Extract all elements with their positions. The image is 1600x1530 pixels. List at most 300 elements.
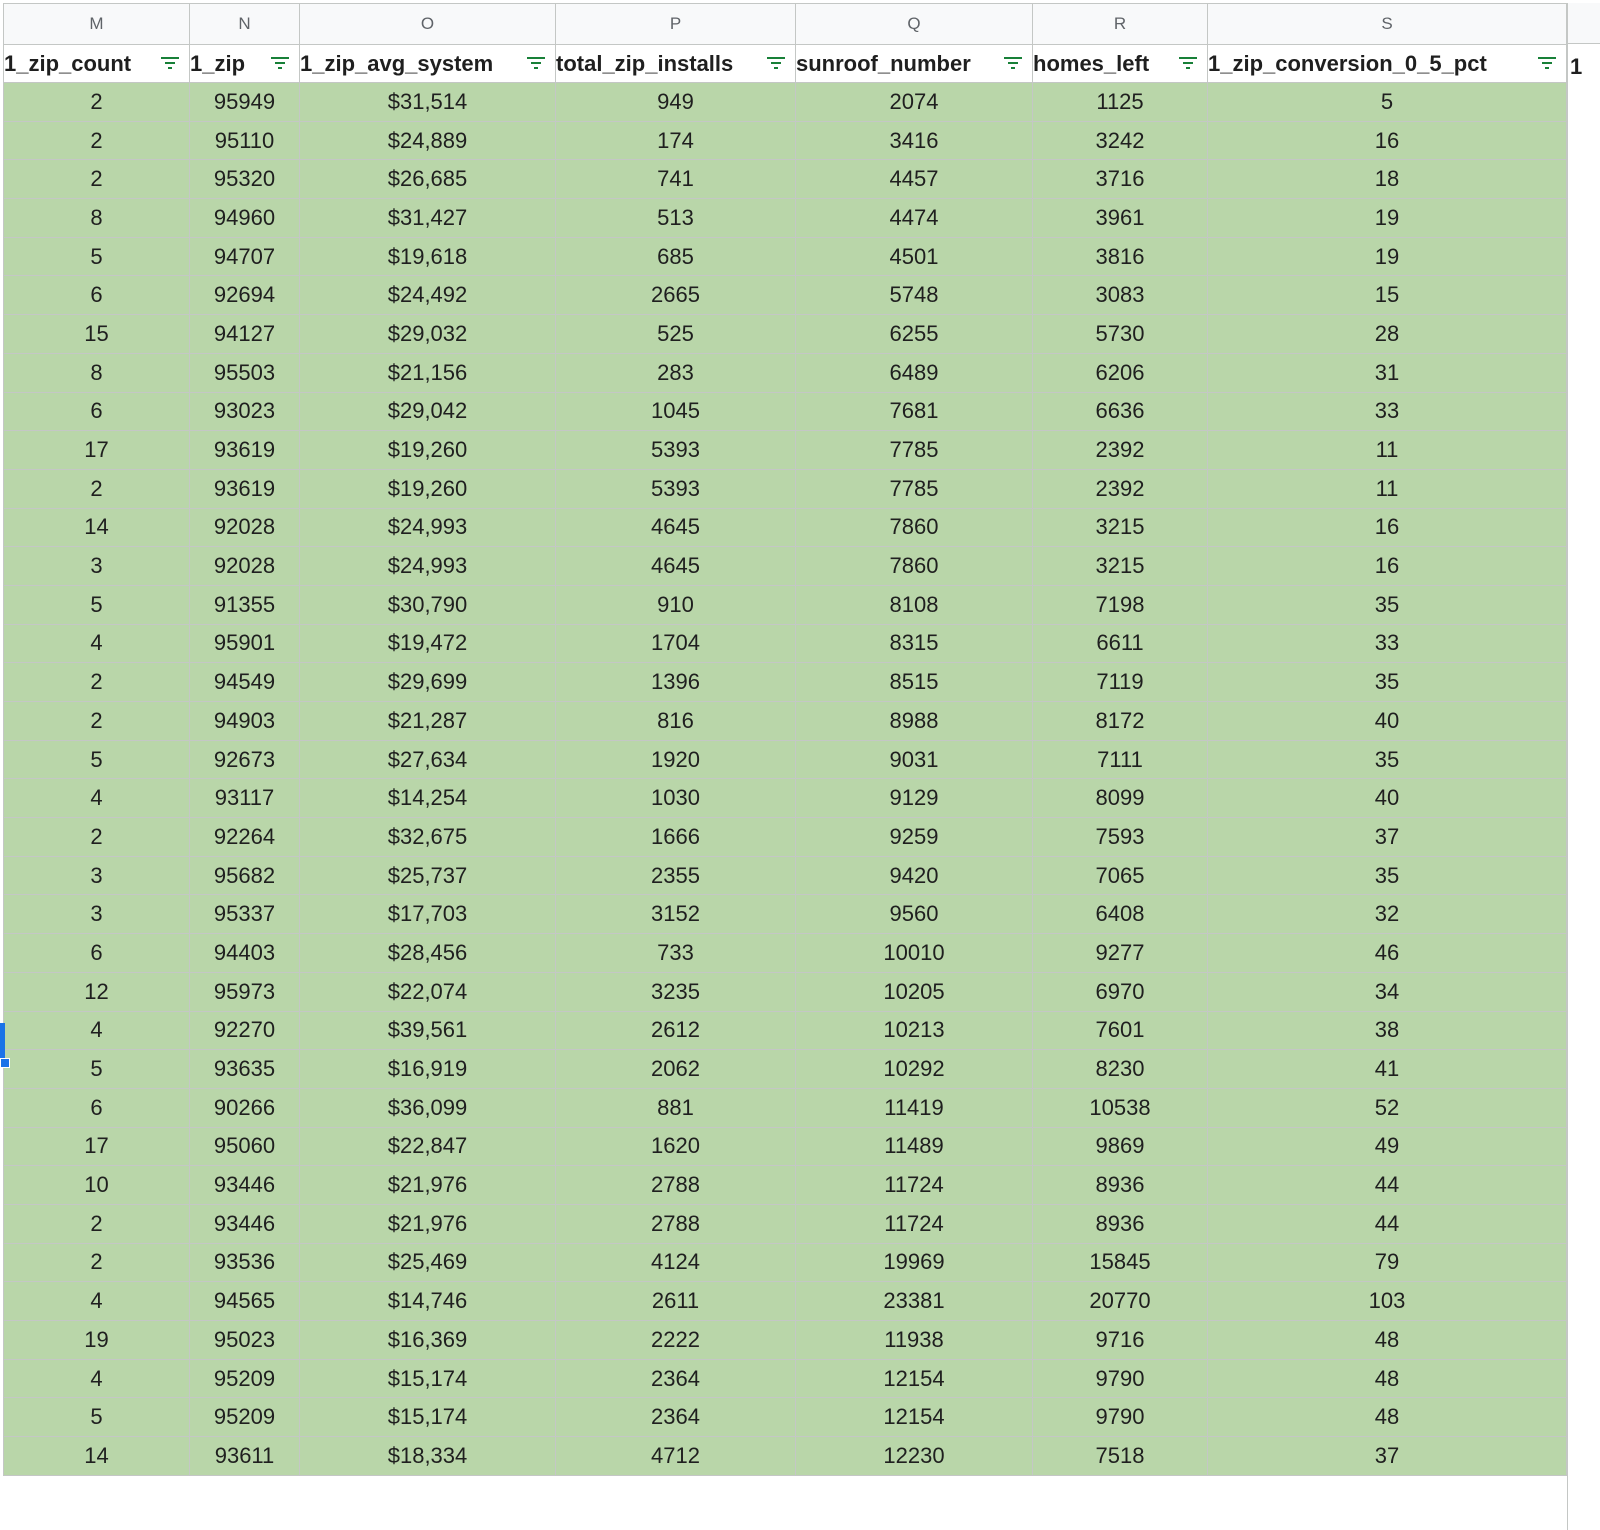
table-row [4,508,1567,547]
table-cell[interactable]: 10538 [1033,1088,1208,1127]
table-cell[interactable]: 8315 [796,624,1033,663]
table-cell[interactable]: 6 [4,392,190,431]
table-cell[interactable]: 525 [556,315,796,354]
table-cell[interactable]: 35 [1208,585,1567,624]
table-cell[interactable]: 20770 [1033,1282,1208,1321]
table-cell[interactable]: $21,976 [300,1204,556,1243]
table-row [4,624,1567,663]
table-cell[interactable]: 8108 [796,585,1033,624]
table-cell[interactable]: 8 [4,353,190,392]
table-cell[interactable]: $16,919 [300,1050,556,1089]
table-cell[interactable]: 6970 [1033,972,1208,1011]
table-cell[interactable]: 4 [4,779,190,818]
table-cell[interactable]: 3242 [1033,121,1208,160]
table-row [4,392,1567,431]
table-cell[interactable]: 5 [4,1050,190,1089]
table-cell[interactable]: $29,042 [300,392,556,431]
column-letter-Q[interactable]: Q [796,4,1033,45]
table-cell[interactable]: $15,174 [300,1398,556,1437]
table-cell[interactable]: 4501 [796,237,1033,276]
table-cell[interactable]: 7681 [796,392,1033,431]
table-cell[interactable]: 685 [556,237,796,276]
table-cell[interactable]: 14 [4,1437,190,1476]
table-cell[interactable]: 9716 [1033,1321,1208,1360]
table-cell[interactable]: 92270 [190,1011,300,1050]
table-cell[interactable]: 2392 [1033,469,1208,508]
table-row [4,199,1567,238]
table-cell[interactable]: 11 [1208,469,1567,508]
table-cell[interactable]: 10213 [796,1011,1033,1050]
filter-icon[interactable] [525,54,547,72]
table-cell[interactable]: 15845 [1033,1243,1208,1282]
table-cell[interactable]: 8230 [1033,1050,1208,1089]
table-cell[interactable]: 1045 [556,392,796,431]
table-cell[interactable]: 10 [4,1166,190,1205]
table-row [4,160,1567,199]
table-cell[interactable]: $39,561 [300,1011,556,1050]
table-cell[interactable]: 741 [556,160,796,199]
table-cell[interactable]: $19,260 [300,469,556,508]
table-cell[interactable]: 8099 [1033,779,1208,818]
table-cell[interactable]: 44 [1208,1166,1567,1205]
table-row [4,237,1567,276]
table-row [4,315,1567,354]
table-cell[interactable]: 92264 [190,818,300,857]
filter-icon[interactable] [1177,54,1199,72]
table-cell[interactable]: 7785 [796,469,1033,508]
spreadsheet-grid [3,3,1567,1476]
table-cell[interactable]: 92028 [190,508,300,547]
table-cell[interactable]: $14,746 [300,1282,556,1321]
table-cell[interactable]: 93619 [190,431,300,470]
table-cell[interactable]: $18,334 [300,1437,556,1476]
table-cell[interactable]: 3416 [796,121,1033,160]
column-header-label: 1_zip_count [4,50,132,76]
table-cell[interactable]: 513 [556,199,796,238]
table-cell[interactable]: 6636 [1033,392,1208,431]
table-cell[interactable]: 34 [1208,972,1567,1011]
table-cell[interactable]: $24,889 [300,121,556,160]
table-cell[interactable]: 11419 [796,1088,1033,1127]
column-header[interactable] [1033,45,1208,83]
table-cell[interactable]: $19,618 [300,237,556,276]
data-rows [4,83,1567,1476]
table-cell[interactable]: 8515 [796,663,1033,702]
table-cell[interactable]: 95949 [190,83,300,122]
table-cell[interactable]: 48 [1208,1398,1567,1437]
table-cell[interactable]: $21,287 [300,702,556,741]
table-cell[interactable]: 6 [4,276,190,315]
table-cell[interactable]: 35 [1208,740,1567,779]
table-cell[interactable]: 19 [4,1321,190,1360]
table-cell[interactable]: 3215 [1033,508,1208,547]
table-cell[interactable]: 4474 [796,199,1033,238]
table-row [4,1204,1567,1243]
table-cell[interactable]: 31 [1208,353,1567,392]
table-cell[interactable]: 1920 [556,740,796,779]
table-cell[interactable]: 93446 [190,1166,300,1205]
table-cell[interactable]: 94565 [190,1282,300,1321]
table-cell[interactable]: 9259 [796,818,1033,857]
table-cell[interactable]: $30,790 [300,585,556,624]
table-cell[interactable]: 94549 [190,663,300,702]
filter-icon[interactable] [1536,54,1558,72]
table-cell[interactable]: 38 [1208,1011,1567,1050]
table-cell[interactable]: $22,074 [300,972,556,1011]
table-cell[interactable]: 5 [4,1398,190,1437]
table-cell[interactable]: 11 [1208,431,1567,470]
table-cell[interactable]: 16 [1208,547,1567,586]
table-cell[interactable]: 1396 [556,663,796,702]
table-cell[interactable]: 37 [1208,1437,1567,1476]
table-cell[interactable]: 94903 [190,702,300,741]
table-cell[interactable]: $16,369 [300,1321,556,1360]
table-cell[interactable]: 95682 [190,856,300,895]
table-cell[interactable]: 94127 [190,315,300,354]
table-cell[interactable]: 3083 [1033,276,1208,315]
table-cell[interactable]: $21,156 [300,353,556,392]
table-cell[interactable]: 4712 [556,1437,796,1476]
table-cell[interactable]: $36,099 [300,1088,556,1127]
table-cell[interactable]: 2 [4,818,190,857]
table-cell[interactable]: 16 [1208,508,1567,547]
table-row [4,818,1567,857]
table-cell[interactable]: 3 [4,856,190,895]
table-cell[interactable]: $21,976 [300,1166,556,1205]
column-letter-N[interactable]: N [190,4,300,45]
table-cell[interactable]: 95337 [190,895,300,934]
table-cell[interactable]: 40 [1208,779,1567,818]
table-cell[interactable]: 12154 [796,1359,1033,1398]
table-row [4,547,1567,586]
table-cell[interactable]: 5393 [556,469,796,508]
table-cell[interactable]: 5 [4,237,190,276]
table-cell[interactable]: 1620 [556,1127,796,1166]
table-cell[interactable]: $14,254 [300,779,556,818]
column-header[interactable] [1208,45,1567,83]
table-cell[interactable]: 92028 [190,547,300,586]
table-cell[interactable]: 14 [4,508,190,547]
table-cell[interactable]: 2 [4,702,190,741]
table-row [4,276,1567,315]
table-cell[interactable]: 4 [4,1359,190,1398]
table-cell[interactable]: 7601 [1033,1011,1208,1050]
table-cell[interactable]: 3 [4,547,190,586]
table-cell[interactable]: $28,456 [300,934,556,973]
table-cell[interactable]: 33 [1208,624,1567,663]
table-cell[interactable]: 8172 [1033,702,1208,741]
table-cell[interactable]: 93619 [190,469,300,508]
table-cell[interactable]: 9790 [1033,1359,1208,1398]
table-cell[interactable]: 2611 [556,1282,796,1321]
table-cell[interactable]: 7785 [796,431,1033,470]
table-cell[interactable]: 6 [4,1088,190,1127]
selection-fill-handle[interactable] [0,1058,10,1068]
table-cell[interactable]: 7860 [796,508,1033,547]
table-cell[interactable]: 2788 [556,1204,796,1243]
table-cell[interactable]: 93536 [190,1243,300,1282]
table-row [4,1166,1567,1205]
table-cell[interactable]: 6489 [796,353,1033,392]
table-cell[interactable]: 2364 [556,1398,796,1437]
table-cell[interactable]: 2 [4,160,190,199]
table-cell[interactable]: 2392 [1033,431,1208,470]
table-cell[interactable]: 11489 [796,1127,1033,1166]
column-header[interactable] [796,45,1033,83]
table-cell[interactable]: 91355 [190,585,300,624]
table-cell[interactable]: 32 [1208,895,1567,934]
table-row [4,740,1567,779]
table-cell[interactable]: 11724 [796,1204,1033,1243]
table-cell[interactable]: 94960 [190,199,300,238]
table-cell[interactable]: 4645 [556,508,796,547]
table-cell[interactable]: $19,472 [300,624,556,663]
table-cell[interactable]: $25,469 [300,1243,556,1282]
table-cell[interactable]: 92694 [190,276,300,315]
table-cell[interactable]: 5 [4,740,190,779]
table-cell[interactable]: $29,699 [300,663,556,702]
table-cell[interactable]: 2222 [556,1321,796,1360]
table-cell[interactable]: 4457 [796,160,1033,199]
table-cell[interactable]: 4 [4,1282,190,1321]
table-cell[interactable]: 7198 [1033,585,1208,624]
table-cell[interactable]: 17 [4,431,190,470]
table-cell[interactable]: 18 [1208,160,1567,199]
table-cell[interactable]: $17,703 [300,895,556,934]
table-cell[interactable]: 1125 [1033,83,1208,122]
table-cell[interactable]: $22,847 [300,1127,556,1166]
table-cell[interactable]: 7111 [1033,740,1208,779]
table-cell[interactable]: 95110 [190,121,300,160]
table-cell[interactable]: 11724 [796,1166,1033,1205]
table-cell[interactable]: 95209 [190,1359,300,1398]
table-cell[interactable]: 10010 [796,934,1033,973]
table-cell[interactable]: 19 [1208,199,1567,238]
table-cell[interactable]: $25,737 [300,856,556,895]
table-cell[interactable]: $24,993 [300,508,556,547]
table-cell[interactable]: 48 [1208,1321,1567,1360]
column-header[interactable] [300,45,556,83]
table-cell[interactable]: 94707 [190,237,300,276]
table-cell[interactable]: 2355 [556,856,796,895]
table-cell[interactable]: 37 [1208,818,1567,857]
table-cell[interactable]: 9277 [1033,934,1208,973]
table-cell[interactable]: 9031 [796,740,1033,779]
table-cell[interactable]: 9420 [796,856,1033,895]
table-cell[interactable]: 17 [4,1127,190,1166]
column-header[interactable] [556,45,796,83]
table-cell[interactable]: 4 [4,624,190,663]
table-cell[interactable]: 95901 [190,624,300,663]
table-cell[interactable]: $31,427 [300,199,556,238]
column-letter-M[interactable]: M [4,4,190,45]
table-cell[interactable]: 92673 [190,740,300,779]
table-cell[interactable]: 103 [1208,1282,1567,1321]
table-cell[interactable]: 3152 [556,895,796,934]
table-cell[interactable]: 2 [4,83,190,122]
table-cell[interactable]: 12154 [796,1398,1033,1437]
table-cell[interactable]: 35 [1208,663,1567,702]
column-header-label: 1_zip [190,50,246,76]
table-cell[interactable]: 7065 [1033,856,1208,895]
table-cell[interactable]: 881 [556,1088,796,1127]
table-cell[interactable]: 2 [4,1243,190,1282]
table-cell[interactable]: 10205 [796,972,1033,1011]
table-cell[interactable]: 3235 [556,972,796,1011]
filter-icon[interactable] [765,54,787,72]
table-cell[interactable]: 8936 [1033,1204,1208,1243]
table-cell[interactable]: 48 [1208,1359,1567,1398]
table-cell[interactable]: 4 [4,1011,190,1050]
table-cell[interactable]: 2 [4,121,190,160]
table-cell[interactable]: 9560 [796,895,1033,934]
column-header[interactable] [4,45,190,83]
table-cell[interactable]: 93023 [190,392,300,431]
table-cell[interactable]: 3716 [1033,160,1208,199]
table-cell[interactable]: $26,685 [300,160,556,199]
table-cell[interactable]: 3816 [1033,237,1208,276]
table-cell[interactable]: 44 [1208,1204,1567,1243]
table-cell[interactable]: 93635 [190,1050,300,1089]
table-cell[interactable]: 816 [556,702,796,741]
table-cell[interactable]: 1704 [556,624,796,663]
table-cell[interactable]: 5730 [1033,315,1208,354]
table-cell[interactable]: 8 [4,199,190,238]
table-row [4,1437,1567,1476]
table-cell[interactable]: 1666 [556,818,796,857]
table-cell[interactable]: $24,492 [300,276,556,315]
table-cell[interactable]: 733 [556,934,796,973]
table-row [4,1050,1567,1089]
table-cell[interactable]: 8988 [796,702,1033,741]
column-header-label: homes_left [1033,50,1150,76]
column-letter-S[interactable]: S [1208,4,1567,45]
column-header-label: 1_zip_avg_system [300,50,494,76]
column-header[interactable] [190,45,300,83]
table-cell[interactable]: 11938 [796,1321,1033,1360]
table-cell[interactable]: 79 [1208,1243,1567,1282]
table-cell[interactable]: 6 [4,934,190,973]
table-cell[interactable]: 6255 [796,315,1033,354]
table-cell[interactable]: 2 [4,1204,190,1243]
next-column-letter-cell[interactable] [1568,3,1600,44]
table-cell[interactable]: 52 [1208,1088,1567,1127]
table-cell[interactable]: $31,514 [300,83,556,122]
table-cell[interactable]: 2 [4,469,190,508]
row-selection-indicator[interactable] [0,1023,5,1061]
table-cell[interactable]: 19969 [796,1243,1033,1282]
table-cell[interactable]: 2364 [556,1359,796,1398]
table-cell[interactable]: 95320 [190,160,300,199]
table-cell[interactable]: 95023 [190,1321,300,1360]
table-cell[interactable]: 4645 [556,547,796,586]
table-cell[interactable]: 8936 [1033,1166,1208,1205]
table-cell[interactable]: $27,634 [300,740,556,779]
table-cell[interactable]: 2 [4,663,190,702]
table-cell[interactable]: 6206 [1033,353,1208,392]
table-cell[interactable]: 40 [1208,702,1567,741]
table-cell[interactable]: 4124 [556,1243,796,1282]
table-cell[interactable]: 3961 [1033,199,1208,238]
table-cell[interactable]: 2074 [796,83,1033,122]
table-cell[interactable]: 15 [1208,276,1567,315]
table-row [4,1088,1567,1127]
table-cell[interactable]: 7119 [1033,663,1208,702]
table-cell[interactable]: $15,174 [300,1359,556,1398]
table-cell[interactable]: 2665 [556,276,796,315]
table-cell[interactable]: 5393 [556,431,796,470]
table-cell[interactable]: 95060 [190,1127,300,1166]
table-cell[interactable]: 46 [1208,934,1567,973]
table-cell[interactable]: 28 [1208,315,1567,354]
table-cell[interactable]: 9790 [1033,1398,1208,1437]
table-cell[interactable]: 3 [4,895,190,934]
table-cell[interactable]: 35 [1208,856,1567,895]
table-cell[interactable]: 949 [556,83,796,122]
table-cell[interactable]: 19 [1208,237,1567,276]
table-cell[interactable]: 33 [1208,392,1567,431]
table-cell[interactable]: 93611 [190,1437,300,1476]
table-cell[interactable]: 95503 [190,353,300,392]
table-cell[interactable]: 12 [4,972,190,1011]
table-cell[interactable]: 93117 [190,779,300,818]
column-letter-O[interactable]: O [300,4,556,45]
filter-icon[interactable] [1002,54,1024,72]
table-cell[interactable]: 23381 [796,1282,1033,1321]
table-cell[interactable]: 95209 [190,1398,300,1437]
filter-icon[interactable] [159,54,181,72]
table-cell[interactable]: 95973 [190,972,300,1011]
table-row [4,1398,1567,1437]
table-cell[interactable]: 5748 [796,276,1033,315]
table-cell[interactable]: 9869 [1033,1127,1208,1166]
table-cell[interactable]: 15 [4,315,190,354]
table-cell[interactable]: 2612 [556,1011,796,1050]
table-cell[interactable]: 93446 [190,1204,300,1243]
table-cell[interactable]: 41 [1208,1050,1567,1089]
table-cell[interactable]: $29,032 [300,315,556,354]
table-cell[interactable]: 7518 [1033,1437,1208,1476]
table-cell[interactable]: 2788 [556,1166,796,1205]
table-cell[interactable]: 9129 [796,779,1033,818]
table-cell[interactable]: 16 [1208,121,1567,160]
table-cell[interactable]: 10292 [796,1050,1033,1089]
table-cell[interactable]: 174 [556,121,796,160]
table-cell[interactable]: 49 [1208,1127,1567,1166]
table-cell[interactable]: 1030 [556,779,796,818]
table-row [4,1127,1567,1166]
table-cell[interactable]: 5 [4,585,190,624]
table-cell[interactable]: $19,260 [300,431,556,470]
table-cell[interactable]: 5 [1208,83,1567,122]
table-cell[interactable]: 910 [556,585,796,624]
column-letter-P[interactable]: P [556,4,796,45]
table-cell[interactable]: 283 [556,353,796,392]
filter-icon[interactable] [269,54,291,72]
table-cell[interactable]: 7593 [1033,818,1208,857]
table-cell[interactable]: 2062 [556,1050,796,1089]
table-cell[interactable]: 90266 [190,1088,300,1127]
table-cell[interactable]: 94403 [190,934,300,973]
table-cell[interactable]: 6611 [1033,624,1208,663]
table-cell[interactable]: $32,675 [300,818,556,857]
table-cell[interactable]: 6408 [1033,895,1208,934]
table-cell[interactable]: 3215 [1033,547,1208,586]
table-cell[interactable]: $24,993 [300,547,556,586]
column-letter-R[interactable]: R [1033,4,1208,45]
table-cell[interactable]: 7860 [796,547,1033,586]
table-cell[interactable]: 12230 [796,1437,1033,1476]
